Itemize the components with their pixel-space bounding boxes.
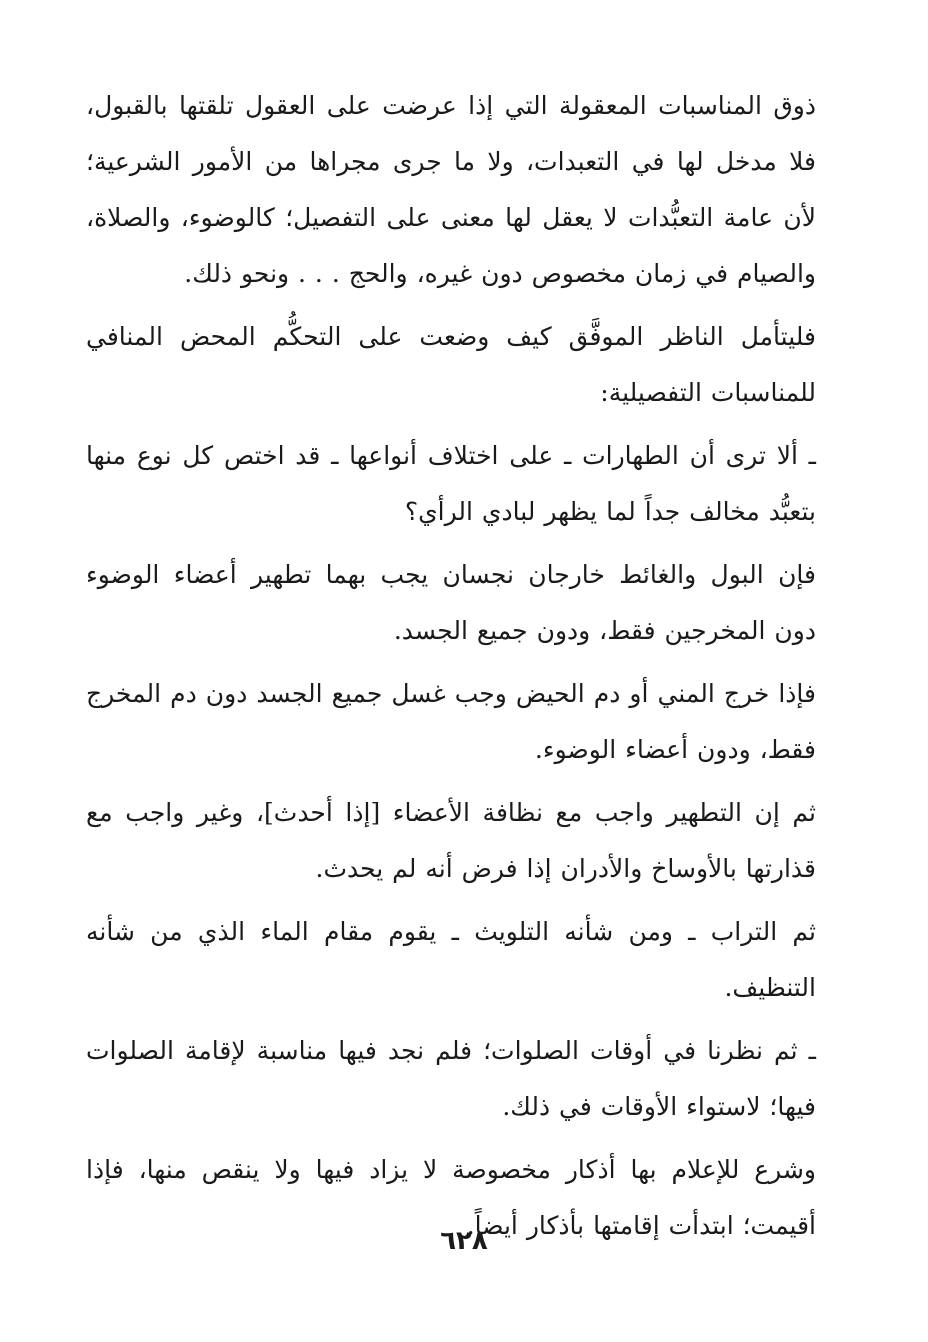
paragraph-3: ـ ألا ترى أن الطهارات ـ على اختلاف أنواعها ـ قد اختص كل نوع منها بتعبُّد مخالف جداً لما يظهر لبادي الرأي؟ (86, 441, 816, 526)
paragraph-9: وشرع للإعلام بها أذكار مخصوصة لا يزاد فيها ولا ينقص منها، فإذا أقيمت؛ ابتدأت إقامتها بأذكار أيضاً. (86, 1155, 816, 1240)
paragraph-8: ـ ثم نظرنا في أوقات الصلوات؛ فلم نجد فيها مناسبة لإقامة الصلوات فيها؛ لاستواء الأوقات في ذلك. (86, 1036, 816, 1121)
paragraph-1: ذوق المناسبات المعقولة التي إذا عرضت على العقول تلقتها بالقبول، فلا مدخل لها في التعبدات، ولا ما جرى مجراها من الأمور الشرعية؛ لأن عامة التعبُّدات لا يعقل لها معنى على التفصيل؛ كالوضوء، والصلاة، والصيام في زمان مخصوص دون غيره، والحج . . . ونحو ذلك. (86, 91, 816, 288)
paragraph-4: فإن البول والغائط خارجان نجسان يجب بهما تطهير أعضاء الوضوء دون المخرجين فقط، ودون جميع الجسد. (86, 560, 816, 645)
page-body (86, 78, 816, 1261)
paragraph-6: ثم إن التطهير واجب مع نظافة الأعضاء [إذا أحدث]، وغير واجب مع قذارتها بالأوساخ والأدران إذا فرض أنه لم يحدث. (86, 798, 816, 883)
paragraph-5: فإذا خرج المني أو دم الحيض وجب غسل جميع الجسد دون دم المخرج فقط، ودون أعضاء الوضوء. (86, 679, 816, 764)
page-number: ٦٢٨ (440, 1226, 488, 1256)
paragraph-2: فليتأمل الناظر الموفَّق كيف وضعت على التحكُّم المحض المنافي للمناسبات التفصيلية: (86, 322, 816, 407)
paragraph-7: ثم التراب ـ ومن شأنه التلويث ـ يقوم مقام الماء الذي من شأنه التنظيف. (86, 917, 816, 1002)
